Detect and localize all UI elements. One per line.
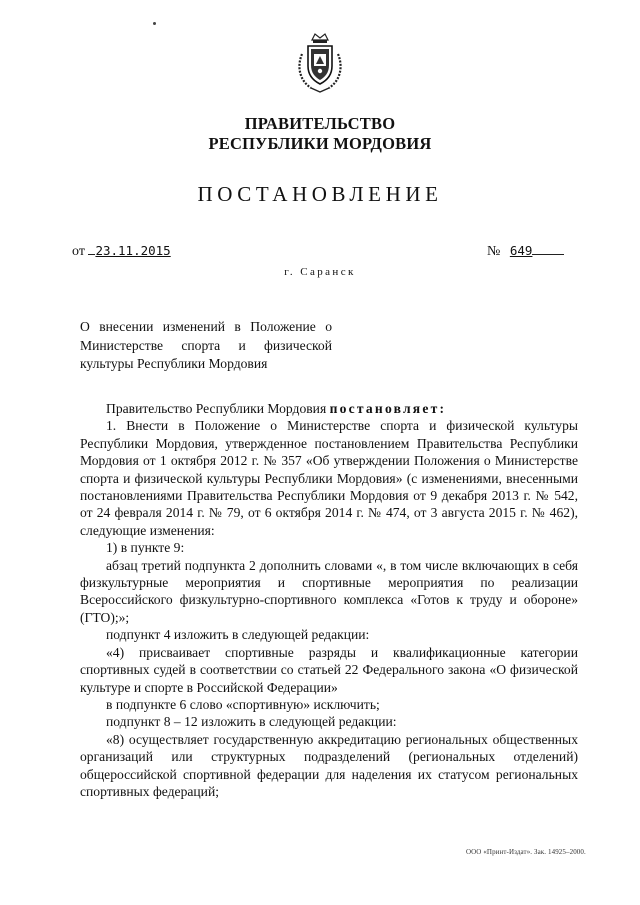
decree-date: [72, 243, 171, 260]
subparagraph-1: 1) в пункте 9:: [106, 540, 185, 556]
paragraph-text: в подпункте 6 слово «спортивную» исключить;: [106, 696, 380, 712]
paragraph-text: «8) осуществляет государственную аккредитацию региональных общественных организаций или структурных подразделений (региональных отделений) общероссийской спортивной федерации для наделения их статусом региональных спортивных федераций;: [80, 731, 578, 799]
subject-line: культуры Республики Мордовия: [80, 356, 268, 371]
date-value: 23.11.2015: [95, 243, 171, 258]
paragraph-1: 1. Внести в Положение о Министерстве спорта и физической культуры Республики Мордовия, утвержденное постановлением Правительства Республики Мордовия от 1 октября 2012 г. № 357 «Об утверждении Положения о Министерстве спорта и физической культуры Республики Мордовия» (с изменениями, внесенными постановлениями Правительства Республики Мордовия от 9 декабря 2013 г. № 542, от 24 февраля 2014 г. № 79, от 6 октября 2014 г. № 474, от 3 августа 2015 г. № 462), следующие изменения:: [80, 418, 578, 538]
document-type-title: ПОСТАНОВЛЕНИЕ: [197, 182, 443, 206]
decree-number: [487, 243, 564, 260]
paragraph-text: подпункт 8 – 12 изложить в следующей редакции:: [106, 714, 397, 730]
coat-of-arms-icon: [293, 32, 347, 96]
scan-speck: [153, 22, 156, 25]
number-prefix: №: [487, 244, 501, 259]
city-line: г. Саранск: [284, 266, 356, 278]
government-title-line2: РЕСПУБЛИКИ МОРДОВИЯ: [208, 134, 432, 153]
resolves-word: постановляет:: [329, 401, 447, 416]
subject-line: Министерстве спорта и физической: [80, 337, 332, 353]
government-title-line1: ПРАВИТЕЛЬСТВО: [244, 114, 396, 133]
paragraph-text: «4) присваивает спортивные разряды и квалификационные категории спортивных судей в соответствии со статьей 22 Федерального закона «О физической культуре и спорте в Российской Федерации»: [80, 644, 578, 695]
paragraph-text: абзац третий подпункта 2 дополнить словами «, в том числе включающих в себя физкультурные мероприятия и спортивные мероприятия по реализации Всероссийского физкультурно-спортивного комплекса «Готов к труду и обороне» (ГТО);»;: [80, 557, 578, 625]
paragraph-text: подпункт 4 изложить в следующей редакции:: [106, 627, 370, 643]
preamble: [80, 400, 578, 417]
decree-body: [80, 400, 578, 800]
printer-footer: ООО «Принт-Издат». Зак. 14925–2000.: [466, 848, 586, 856]
date-prefix: от: [72, 244, 85, 259]
number-value: 649: [509, 243, 533, 258]
decree-subject: [80, 318, 332, 374]
subject-line: О внесении изменений в Положение о: [80, 319, 332, 334]
preamble-text: Правительство Республики Мордовия: [106, 401, 327, 416]
